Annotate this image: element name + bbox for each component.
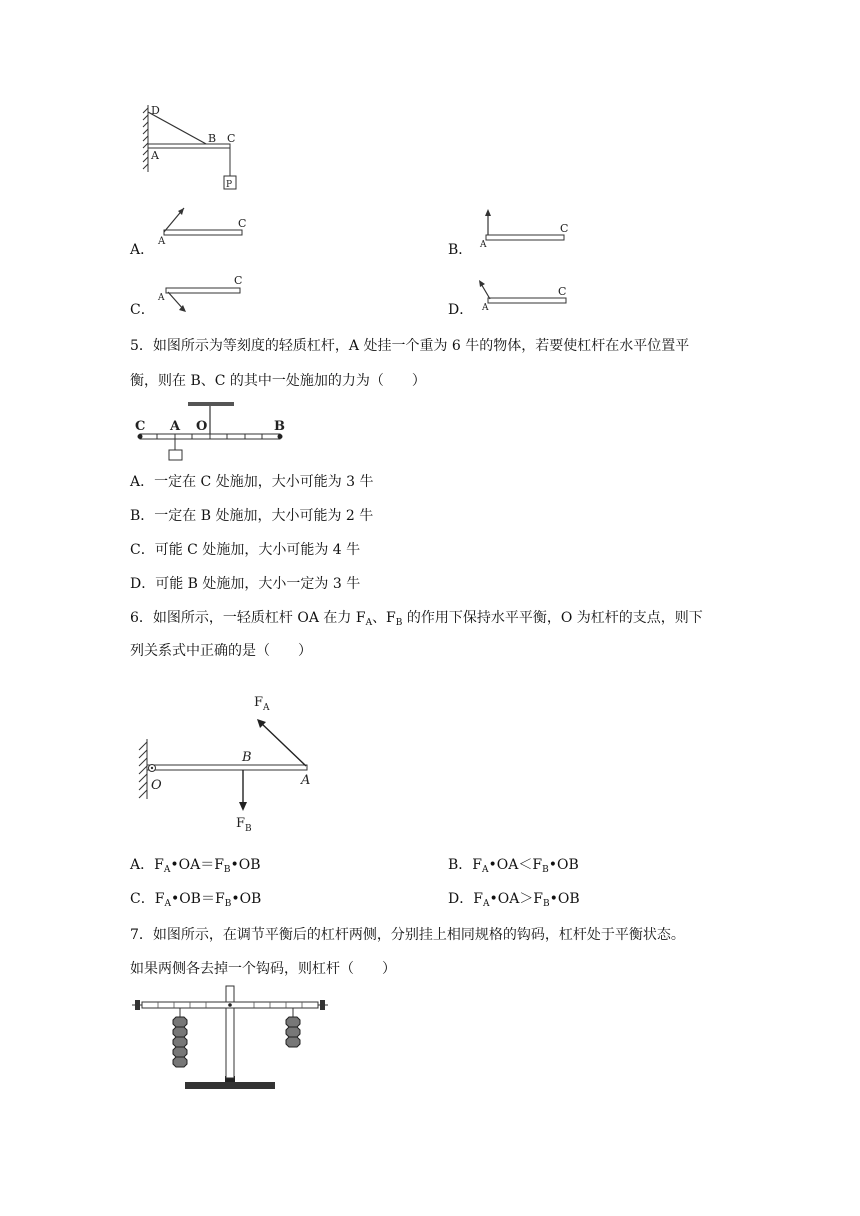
label-c: C bbox=[238, 217, 247, 230]
q4-option-c-figure[interactable] bbox=[152, 270, 262, 318]
q4-option-b-letter[interactable]: B． bbox=[448, 242, 473, 258]
label-a: A bbox=[170, 419, 181, 434]
q5-option-b[interactable]: B．一定在 B 处施加，大小可能为 2 牛 bbox=[130, 508, 374, 524]
ceiling bbox=[188, 402, 234, 406]
q6-stem-line1: 6．如图所示，一轻质杠杆 OA 在力 $F_A$、$F_B$ 的作用下保持水平平衡，O 为杠杆的支点，则下 bbox=[130, 610, 703, 628]
q6-option-b[interactable]: B．$F_A•OA<F_B•OB$ bbox=[448, 857, 579, 875]
q5-option-a[interactable]: A．一定在 C 处施加，大小可能为 3 牛 bbox=[130, 474, 374, 490]
hook-weight bbox=[173, 1017, 187, 1027]
q5-stem-line2: 衡，则在 B、C 的其中一处施加的力为（ ） bbox=[130, 373, 426, 389]
pivot bbox=[228, 1003, 232, 1007]
q4-option-a-letter[interactable]: A． bbox=[130, 242, 155, 258]
label-a: A bbox=[480, 240, 487, 250]
rod bbox=[166, 288, 240, 293]
force-fb-head bbox=[239, 802, 247, 811]
point-c-dot bbox=[138, 434, 143, 439]
label-c: C bbox=[227, 132, 236, 145]
label-o: O bbox=[196, 419, 208, 434]
hook-weight bbox=[173, 1057, 187, 1067]
point-b-dot bbox=[278, 434, 283, 439]
q4-option-c-letter[interactable]: C． bbox=[130, 302, 155, 318]
label-fa: $F_A$ bbox=[254, 695, 270, 713]
label-fb: $F_B$ bbox=[236, 816, 252, 834]
hook-weight bbox=[286, 1037, 300, 1047]
q6-stem-line2: 列关系式中正确的是（ ） bbox=[130, 643, 312, 659]
label-b: B bbox=[208, 132, 217, 145]
force-fa-arrow bbox=[260, 722, 306, 766]
q5-option-c[interactable]: C．可能 C 处施加，大小可能为 4 牛 bbox=[130, 542, 361, 558]
right-weight-stack bbox=[286, 1008, 300, 1047]
label-d: D bbox=[151, 104, 160, 117]
rod bbox=[488, 298, 566, 303]
label-c: C bbox=[234, 274, 243, 287]
rod bbox=[486, 235, 564, 240]
label-b: B bbox=[242, 750, 252, 765]
hook-weight bbox=[286, 1017, 300, 1027]
base-stand bbox=[185, 1082, 275, 1089]
q4-option-b-figure[interactable] bbox=[474, 205, 584, 250]
q4-figure bbox=[130, 100, 250, 195]
q6-option-c[interactable]: C．$F_A•OB=F_B•OB$ bbox=[130, 891, 262, 909]
wall-hatch bbox=[143, 105, 148, 172]
hook-weight bbox=[286, 1027, 300, 1037]
label-a: A bbox=[151, 149, 159, 162]
label-p: P bbox=[226, 180, 233, 190]
label-a: A bbox=[158, 236, 166, 247]
arrow-head bbox=[485, 209, 491, 216]
q5-figure bbox=[130, 398, 290, 464]
q5-stem-line1: 5．如图所示为等刻度的轻质杠杆，A 处挂一个重为 6 牛的物体，若要使杠杆在水平位置平 bbox=[130, 338, 690, 354]
q6-option-a[interactable]: A．$F_A•OA=F_B•OB$ bbox=[130, 857, 261, 875]
lever-oa bbox=[147, 765, 307, 770]
q7-stem-line1: 7．如图所示，在调节平衡后的杠杆两侧，分别挂上相同规格的钩码，杠杆处于平衡状态。 bbox=[130, 927, 685, 943]
label-c: C bbox=[560, 222, 569, 235]
label-o: O bbox=[151, 778, 162, 793]
label-b: B bbox=[274, 419, 285, 434]
label-a: A bbox=[301, 773, 311, 788]
q7-stem-line2: 如果两侧各去掉一个钩码，则杠杆（ ） bbox=[130, 961, 396, 977]
hook-weight bbox=[173, 1047, 187, 1057]
q6-figure bbox=[135, 684, 335, 834]
q7-figure bbox=[130, 984, 330, 1096]
q4-option-a-figure[interactable] bbox=[152, 202, 262, 250]
left-weight-stack bbox=[173, 1008, 187, 1067]
rod bbox=[164, 230, 242, 235]
label-c: C bbox=[135, 419, 146, 434]
pivot-o-dot bbox=[151, 767, 153, 769]
hook-weight bbox=[173, 1037, 187, 1047]
weight-a bbox=[169, 450, 182, 460]
label-c: C bbox=[558, 285, 567, 298]
hook-weight bbox=[173, 1027, 187, 1037]
label-a: A bbox=[158, 293, 165, 303]
label-a: A bbox=[482, 303, 489, 313]
q6-option-d[interactable]: D．$F_A•OA>F_B•OB$ bbox=[448, 891, 580, 909]
q5-option-d[interactable]: D．可能 B 处施加，大小一定为 3 牛 bbox=[130, 576, 361, 592]
rod-ac bbox=[148, 144, 230, 148]
wall-hatch bbox=[139, 739, 147, 799]
support-pole bbox=[226, 986, 234, 1078]
q4-option-d-letter[interactable]: D． bbox=[448, 302, 474, 318]
q4-option-d-figure[interactable] bbox=[474, 270, 584, 318]
